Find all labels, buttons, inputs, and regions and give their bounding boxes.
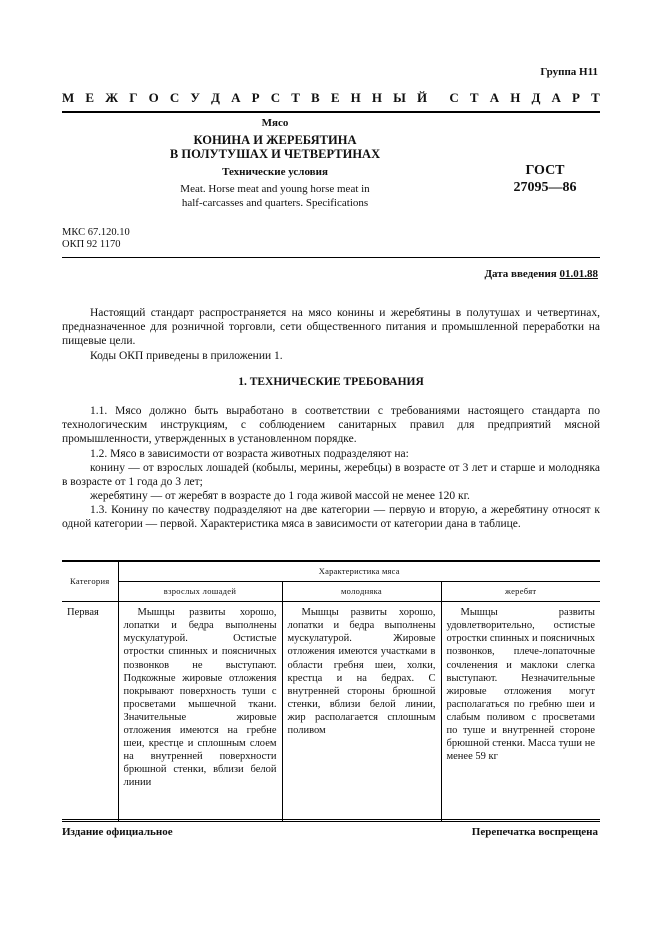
gost-code: 27095—86 <box>513 180 577 195</box>
intro-paragraph: Настоящий стандарт распространяется на мясо конины и жеребятины в полутушах и четвертинах, предназначенное для розничной торговли, сети общественного питания и промышленной переработки на пищевые цели. <box>62 307 600 348</box>
mks-code: МКС 67.120.10 <box>62 227 130 238</box>
gost-label: ГОСТ <box>525 163 565 178</box>
introduction-date-label: Дата введения <box>484 268 557 280</box>
interstate-standard-banner <box>62 90 600 106</box>
title-main-line2: В ПОЛУТУШАХ И ЧЕТВЕРТИНАХ <box>169 147 381 161</box>
title-english-line2: half-carcasses and quarters. Specifications <box>181 197 369 209</box>
clause-1-2-foal: жеребятину — от жеребят в возрасте до 1 года живой массой не менее 120 кг. <box>90 490 470 502</box>
title-category: Мясо <box>261 117 289 129</box>
banner-letter: Н <box>350 90 361 105</box>
clause-1-1: 1.1. Мясо должно быть выработано в соответствии с требованиями настоящего стандарта по технологическим инструкциям, с соблюдением санитарных правил для предприятий мясной промышленности, утвержденных в установленном порядке. <box>62 405 600 446</box>
banner-letter: Т <box>291 90 300 105</box>
reprint-prohibited: Перепечатка воспрещена <box>471 826 598 838</box>
banner-letter: Е <box>330 90 340 105</box>
banner-letter: Д <box>531 90 541 105</box>
title-english-line1: Meat. Horse meat and young horse meat in <box>180 183 370 195</box>
banner-letter: С <box>270 90 281 105</box>
classification-codes <box>62 227 130 251</box>
title-main <box>140 133 410 161</box>
official-edition: Издание официальное <box>62 826 173 838</box>
header-rule <box>62 111 600 113</box>
clause-1-2: 1.2. Мясо в зависимости от возраста животных подразделяют на: <box>90 448 409 460</box>
group-code: Группа Н11 <box>540 66 598 78</box>
banner-letter: А <box>489 90 500 105</box>
header-foals: жеребят <box>441 582 600 602</box>
section-title: 1. ТЕХНИЧЕСКИЕ ТРЕБОВАНИЯ <box>238 376 424 388</box>
gost-number <box>505 162 585 196</box>
title-block <box>140 117 410 210</box>
footer-rule <box>62 819 600 820</box>
banner-letter: А <box>231 90 241 105</box>
clause-1-2-horse: конину — от взрослых лошадей (кобылы, мерины, жеребцы) в возрасте от 3 лет и старше и молодняка в возрасте от 1 года до 3 лет; <box>62 462 600 489</box>
banner-letter: Р <box>572 90 580 105</box>
meat-characteristics-table <box>62 560 600 822</box>
header-category: Категория <box>62 561 118 602</box>
row-foal-text: Мышцы развиты удовлетворительно, остистые отростки спинных и поясничных позвонков, плече-лопаточные сочленения и маклоки слегка выступают. Незначительные жировые отложения могут располагаться по гребню шеи и слабым поливом с просветами по туше и внутренней стороне брюшной стенки. Масса туши не менее 59 кг <box>441 602 600 822</box>
banner-letter: Н <box>510 90 521 105</box>
introduction-date <box>484 268 598 280</box>
okp-code: ОКП 92 1170 <box>62 239 121 250</box>
banner-letter: С <box>449 90 459 105</box>
banner-letter: О <box>148 90 159 105</box>
banner-letter: В <box>311 90 320 105</box>
row-adult-text: Мышцы развиты хорошо, лопатки и бедра выполнены мускулатурой. Остистые отростки спинных и поясничных позвонков не выступают. Подкожные жировые отложения покрывают поверхность туши с просветами мышечной ткани. Значительные жировые отложения имеются на гребне шеи, крестце и сплошным слоем на внутренней поверхности брюшной стенки, вблизи белой линии <box>118 602 282 822</box>
banner-letter: Р <box>251 90 260 105</box>
banner-letter: С <box>169 90 180 105</box>
banner-letter: Т <box>469 90 479 105</box>
title-subtitle: Технические условия <box>222 166 328 178</box>
header-adult-horses: взрослых лошадей <box>118 582 282 602</box>
codes-rule <box>62 257 600 258</box>
banner-letter: У <box>190 90 200 105</box>
banner-letter: Ж <box>105 90 119 105</box>
introduction-date-value: 01.01.88 <box>559 268 598 280</box>
header-young-horses: молодняка <box>282 582 441 602</box>
banner-letter: А <box>551 90 561 105</box>
header-characteristic: Характеристика мяса <box>118 561 600 582</box>
row-young-text: Мышцы развиты хорошо, лопатки и бедра выполнены мускулатурой. Жировые отложения имеются участками в области гребня шеи, холки, крестца и на бедрах. С внутренней стороны брюшной стенки, вблизи белой линии, жир располагается сплошным поливом <box>282 602 441 822</box>
banner-letter: Г <box>129 90 138 105</box>
banner-letter: М <box>62 90 75 105</box>
banner-letter: Й <box>417 90 428 105</box>
banner-letter: Ы <box>393 90 406 105</box>
title-english <box>140 182 410 210</box>
banner-letter: Н <box>371 90 382 105</box>
intro-paragraph-okp: Коды ОКП приведены в приложении 1. <box>90 350 283 362</box>
row-category: Первая <box>62 602 118 822</box>
banner-letter: Т <box>591 90 600 105</box>
table-row <box>62 602 600 822</box>
clause-1-3: 1.3. Конину по качеству подразделяют на две категории — первую и вторую, а жеребятину относят к одной категории — первой. Характеристика мяса в зависимости от категории дана в таблице. <box>62 504 600 531</box>
title-main-line1: КОНИНА И ЖЕРЕБЯТИНА <box>193 133 357 147</box>
banner-letter: Е <box>85 90 95 105</box>
banner-letter: Д <box>211 90 220 105</box>
